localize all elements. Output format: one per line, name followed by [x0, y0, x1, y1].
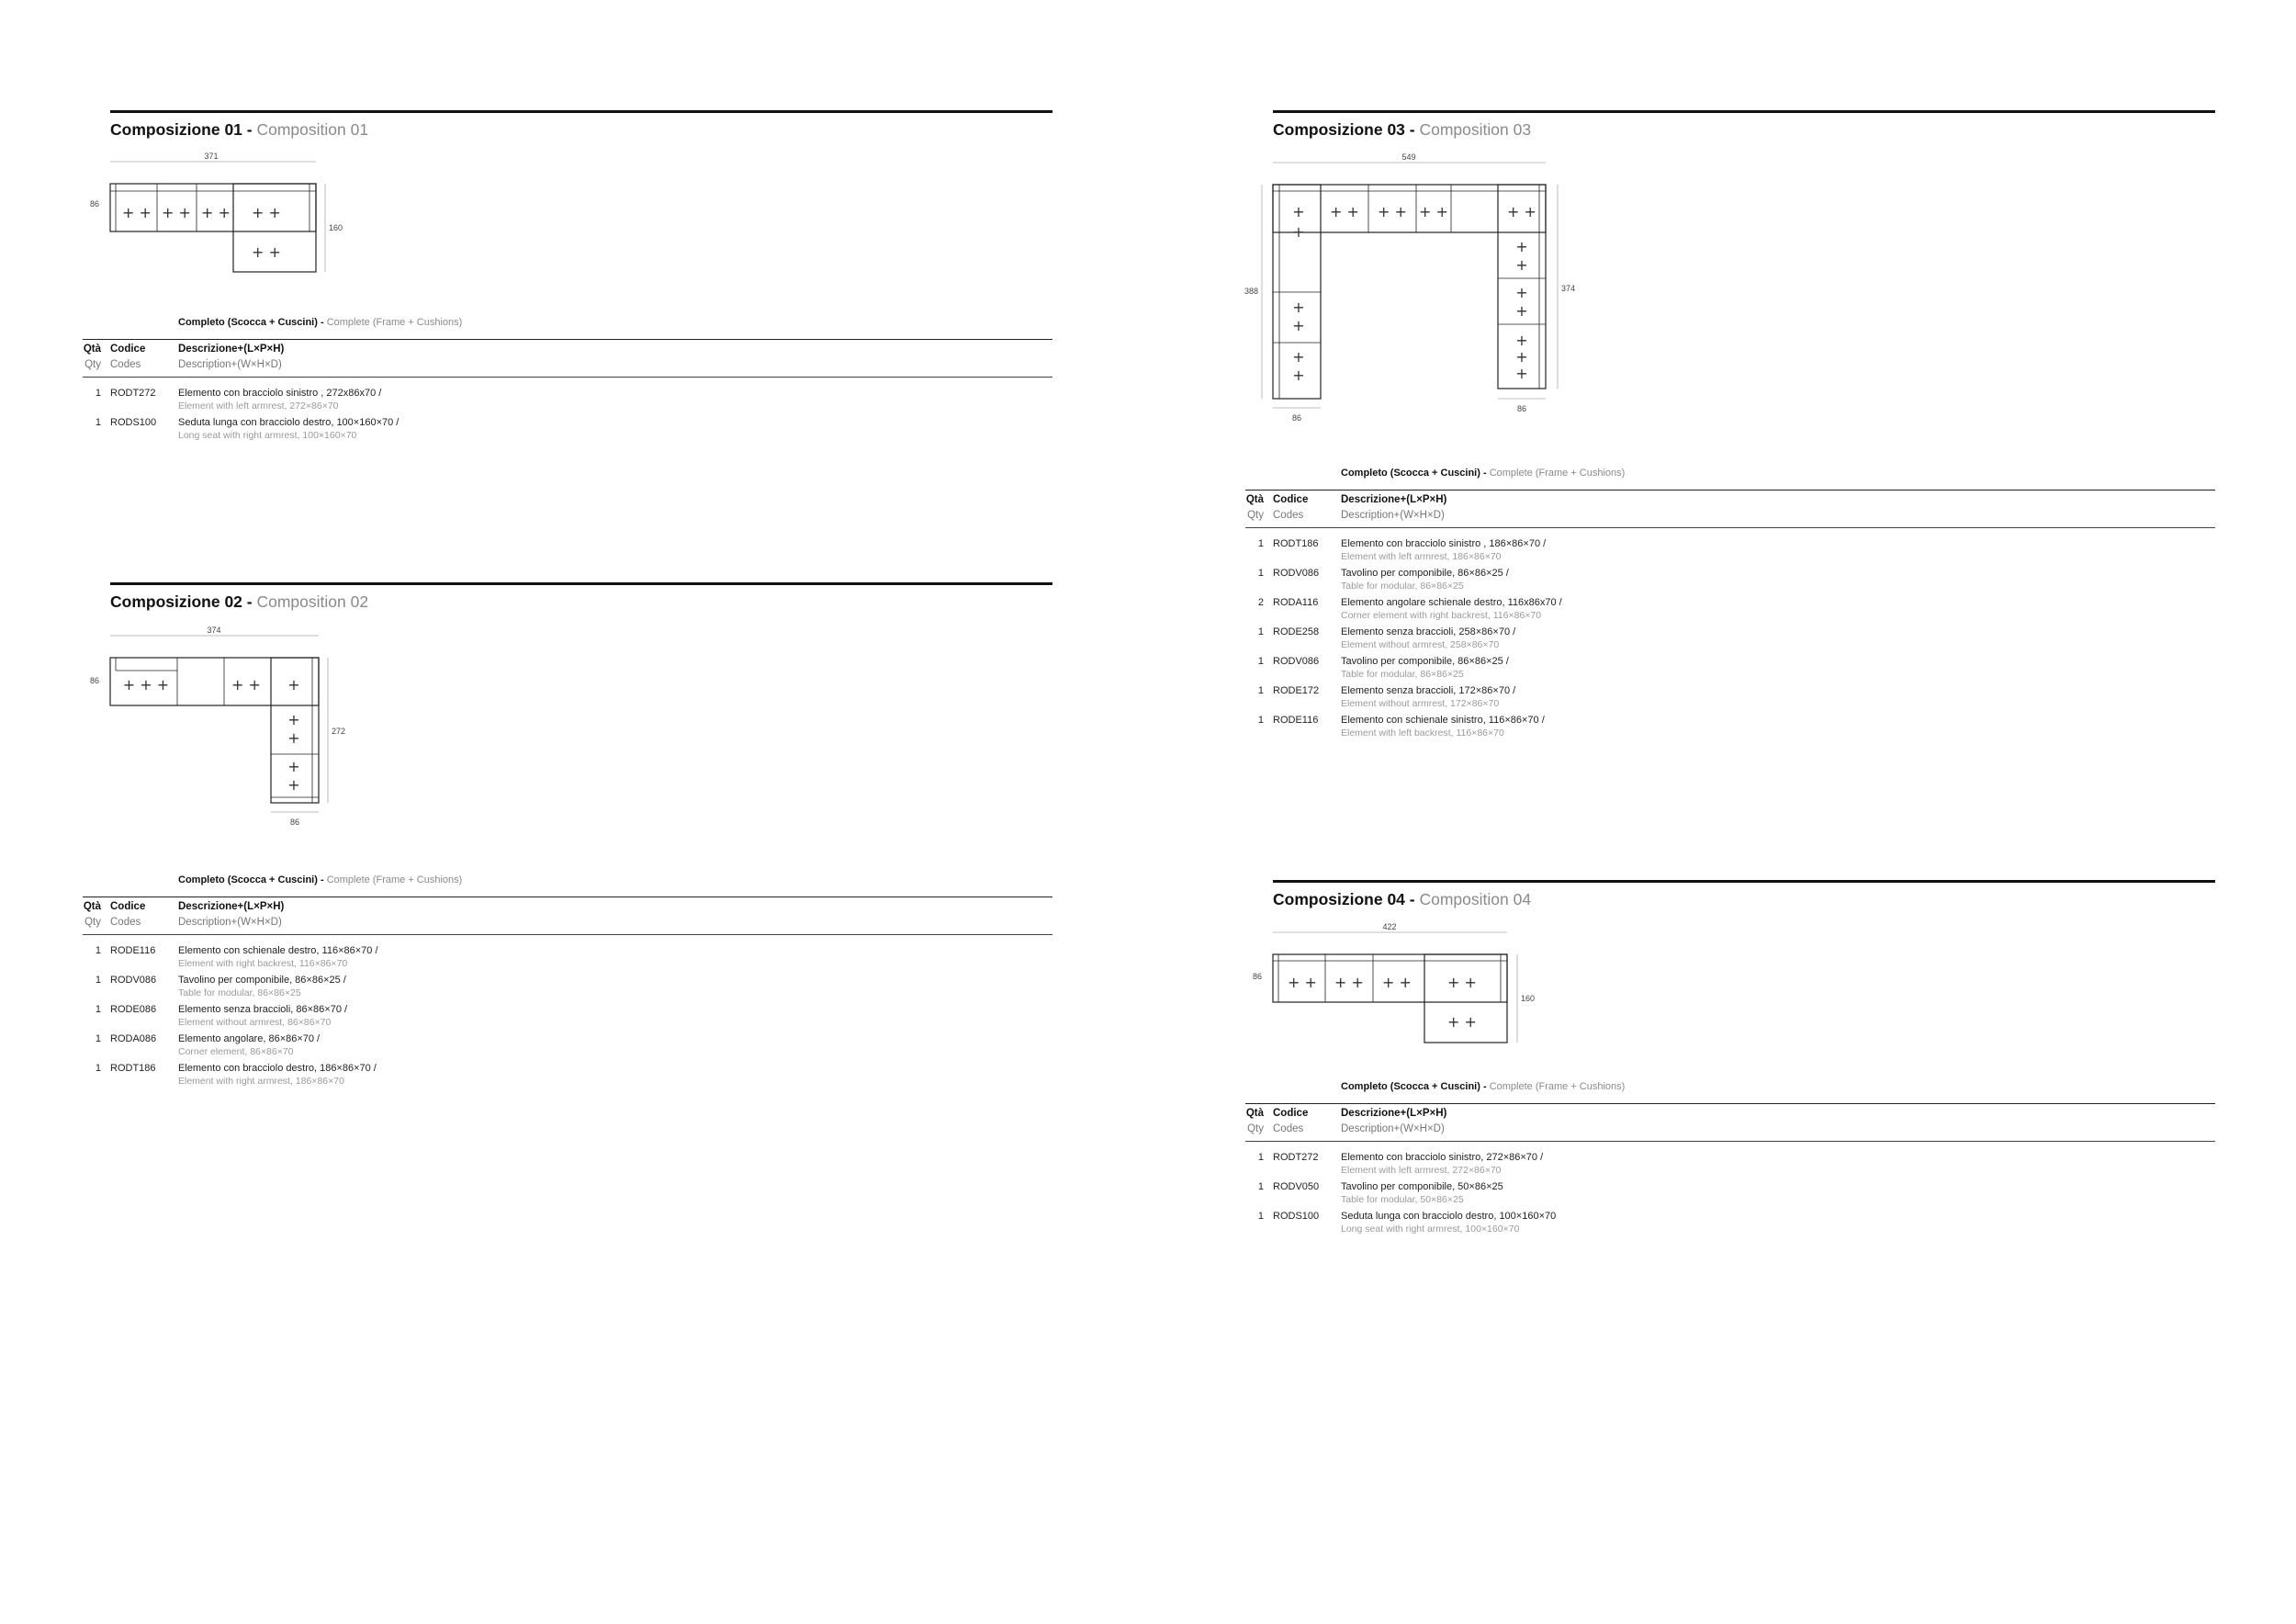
- svg-text:+: +: [1515, 348, 1528, 366]
- svg-text:+ +: + +: [231, 676, 261, 694]
- svg-text:+ +: + +: [1382, 974, 1412, 991]
- svg-text:+: +: [1292, 317, 1305, 334]
- section-label: Completo (Scocca + Cuscini) - Complete (Frame + Cushions): [1341, 468, 1626, 479]
- parts-table: [1245, 490, 2215, 743]
- svg-text:+: +: [287, 758, 300, 775]
- svg-text:86: 86: [1516, 404, 1527, 413]
- composition-title: Composizione 02 - Composition 02: [110, 592, 369, 611]
- table-header: Qtà Codice Descrizione+(L×P×H) Qty Codes Description+(W×H×D): [1245, 490, 2215, 528]
- svg-text:549: 549: [1401, 152, 1416, 162]
- table-row: 1 RODT272 Elemento con bracciolo sinistro, 272×86×70 / Element with left armrest, 272×86×70: [1257, 1152, 1544, 1176]
- svg-text:+: +: [1292, 299, 1305, 316]
- svg-text:+ +: + +: [1507, 203, 1536, 220]
- table-row: 1 RODT186 Elemento con bracciolo destro, 186×86×70 / Element with right armrest, 186×86×70: [95, 1063, 377, 1087]
- svg-text:160: 160: [1521, 994, 1536, 1003]
- svg-text:+: +: [1515, 256, 1528, 274]
- table-row: 1 RODA086 Elemento angolare, 86×86×70 / Corner element, 86×86×70: [95, 1033, 321, 1057]
- svg-text:272: 272: [332, 727, 346, 736]
- sofa-plan-drawing: [83, 626, 377, 838]
- composition-diagram: [83, 626, 377, 838]
- table-row: 1 RODT186 Elemento con bracciolo sinistro , 186×86×70 / Element with left armrest, 186×86×70: [1257, 538, 1547, 562]
- composition-diagram: [1245, 154, 1649, 430]
- parts-table: [83, 897, 1052, 1091]
- svg-text:+ +: + +: [1330, 203, 1359, 220]
- svg-text:+: +: [287, 676, 300, 694]
- svg-text:+ +: + +: [252, 204, 281, 221]
- svg-text:+ +: + +: [1447, 1013, 1477, 1031]
- composition-02: [83, 582, 1052, 1087]
- section-label: Completo (Scocca + Cuscini) - Complete (Frame + Cushions): [178, 317, 463, 328]
- svg-text:+: +: [287, 711, 300, 728]
- svg-text:+ +: + +: [122, 204, 152, 221]
- svg-text:+: +: [1515, 284, 1528, 301]
- section-label: Completo (Scocca + Cuscini) - Complete (Frame + Cushions): [1341, 1081, 1626, 1092]
- svg-text:+ +: + +: [1447, 974, 1477, 991]
- table-header: Qtà Codice Descrizione+(L×P×H) Qty Codes Description+(W×H×D): [83, 897, 1052, 935]
- svg-text:422: 422: [1382, 922, 1397, 931]
- sofa-plan-drawing: [1245, 924, 1558, 1053]
- svg-text:374: 374: [207, 626, 221, 635]
- composition-diagram: [83, 154, 377, 283]
- svg-text:+: +: [1292, 223, 1305, 241]
- table-row: 1 RODE258 Elemento senza braccioli, 258×86×70 / Element without armrest, 258×86×70: [1257, 626, 1516, 650]
- svg-text:86: 86: [289, 818, 300, 827]
- table-row: 1 RODS100 Seduta lunga con bracciolo destro, 100×160×70 Long seat with right armrest, 100×160×70: [1257, 1211, 1557, 1235]
- section-rule: [1273, 880, 2215, 883]
- composition-diagram: [1245, 924, 1558, 1053]
- table-row: 1 RODE116 Elemento con schienale sinistro, 116×86×70 / Element with left backrest, 116×86×70: [1257, 715, 1545, 739]
- composition-03: [1244, 110, 2215, 739]
- sofa-plan-drawing: [1245, 154, 1649, 430]
- svg-text:86: 86: [89, 676, 99, 685]
- svg-text:+ +: + +: [201, 204, 231, 221]
- svg-text:+: +: [1515, 332, 1528, 349]
- svg-text:371: 371: [204, 152, 219, 161]
- table-row: 1 RODV086 Tavolino per componibile, 86×86×25 / Table for modular, 86×86×25: [95, 975, 346, 998]
- svg-text:+: +: [1292, 367, 1305, 384]
- section-rule: [110, 110, 1052, 113]
- table-row: 1 RODV086 Tavolino per componibile, 86×86×25 / Table for modular, 86×86×25: [1257, 656, 1509, 680]
- table-row: 2 RODA116 Elemento angolare schienale destro, 116x86x70 / Corner element with right backrest, 116×86×70: [1257, 597, 1562, 621]
- svg-text:+ +: + +: [1334, 974, 1364, 991]
- table-row: 1 RODV086 Tavolino per componibile, 86×86×25 / Table for modular, 86×86×25: [1257, 568, 1509, 592]
- svg-text:86: 86: [1252, 972, 1262, 981]
- svg-text:86: 86: [1291, 413, 1302, 423]
- table-row: 1 RODV050 Tavolino per componibile, 50×86×25 Table for modular, 50×86×25: [1257, 1181, 1503, 1205]
- svg-text:+: +: [1292, 203, 1305, 220]
- sofa-plan-drawing: [83, 154, 377, 283]
- svg-text:374: 374: [1561, 284, 1576, 293]
- svg-text:+: +: [287, 776, 300, 794]
- svg-text:+: +: [1515, 365, 1528, 382]
- svg-text:388: 388: [1244, 287, 1258, 296]
- svg-text:+ +: + +: [162, 204, 191, 221]
- table-row: 1 RODS100 Seduta lunga con bracciolo destro, 100×160×70 / Long seat with right armrest, 100×160×70: [95, 417, 400, 441]
- table-header: Qtà Codice Descrizione+(L×P×H) Qty Codes Description+(W×H×D): [83, 339, 1052, 378]
- table-row: 1 RODE116 Elemento con schienale destro, 116×86×70 / Element with right backrest, 116×86×70: [95, 945, 378, 969]
- svg-text:+: +: [287, 729, 300, 747]
- svg-text:160: 160: [329, 223, 343, 232]
- parts-table: [1245, 1103, 2215, 1239]
- parts-table: [83, 339, 1052, 445]
- svg-text:+: +: [1292, 348, 1305, 366]
- composition-01: [83, 110, 1052, 441]
- svg-text:+: +: [1515, 238, 1528, 255]
- svg-text:+ +: + +: [252, 243, 281, 261]
- composition-title: Composizione 01 - Composition 01: [110, 120, 369, 139]
- section-label: Completo (Scocca + Cuscini) - Complete (Frame + Cushions): [178, 874, 463, 885]
- svg-text:+ +: + +: [1378, 203, 1407, 220]
- svg-text:+ + +: + + +: [122, 676, 170, 694]
- composition-title: Composizione 04 - Composition 04: [1273, 890, 1532, 908]
- table-header: Qtà Codice Descrizione+(L×P×H) Qty Codes Description+(W×H×D): [1245, 1103, 2215, 1142]
- table-row: 1 RODE086 Elemento senza braccioli, 86×86×70 / Element without armrest, 86×86×70: [95, 1004, 348, 1028]
- section-rule: [1273, 110, 2215, 113]
- table-row: 1 RODE172 Elemento senza braccioli, 172×86×70 / Element without armrest, 172×86×70: [1257, 685, 1516, 709]
- svg-text:+ +: + +: [1288, 974, 1317, 991]
- composition-title: Composizione 03 - Composition 03: [1273, 120, 1532, 139]
- section-rule: [110, 582, 1052, 585]
- table-row: 1 RODT272 Elemento con bracciolo sinistro , 272x86x70 / Element with left armrest, 272×86×70: [95, 388, 382, 412]
- svg-text:86: 86: [89, 199, 99, 209]
- svg-text:+ +: + +: [1419, 203, 1448, 220]
- svg-text:+: +: [1515, 302, 1528, 320]
- composition-04: [1245, 880, 2215, 1235]
